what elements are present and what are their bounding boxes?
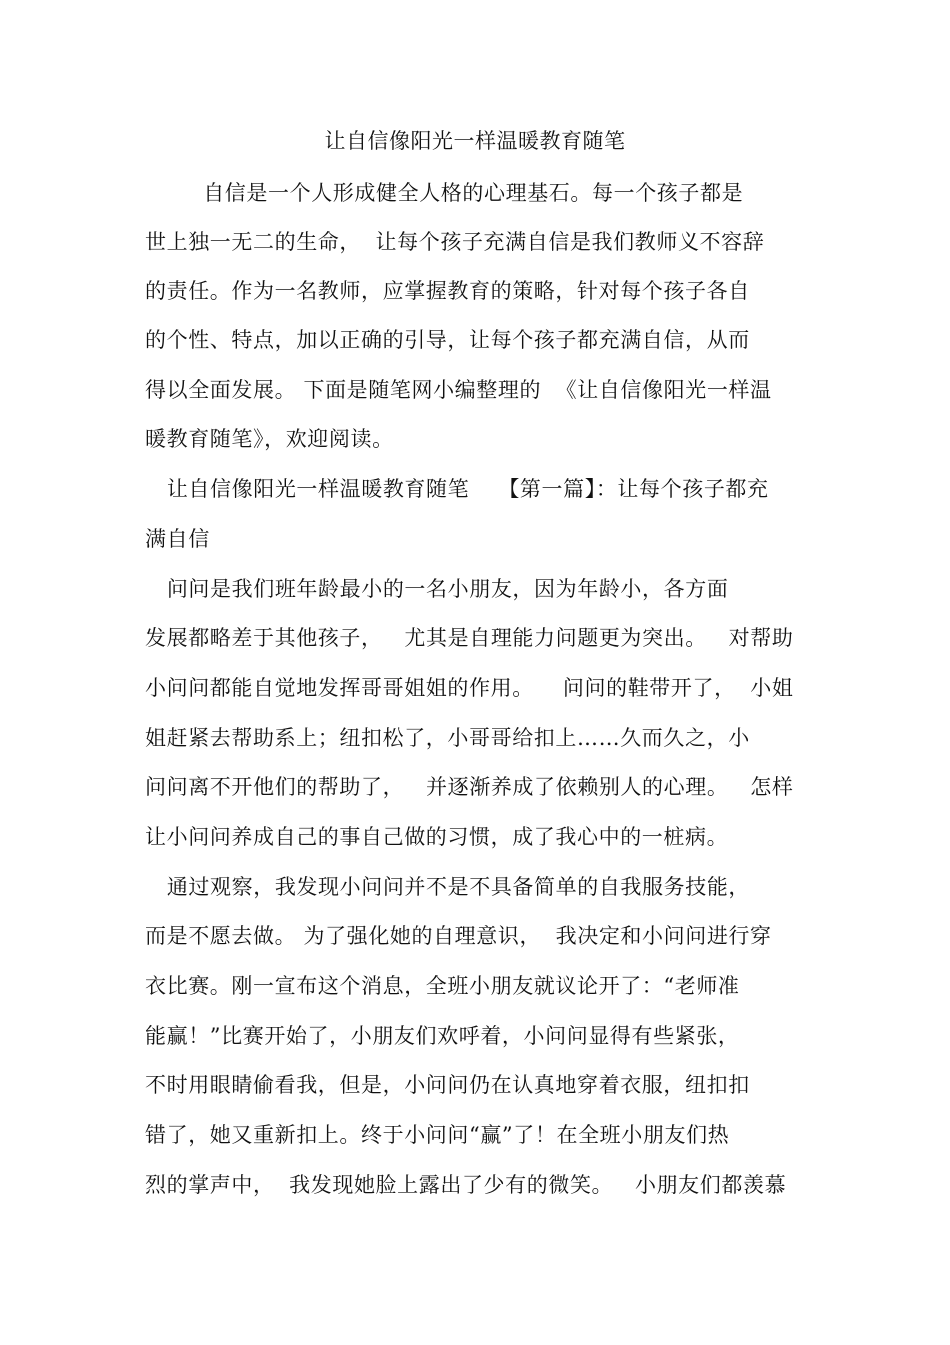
body-line: 让小问问养成自己的事自己做的习惯，成了我心中的一桩病。 [145,825,729,849]
body-line: 自信是一个人形成健全人格的心理基石。每一个孩子都是 [145,181,744,205]
section-heading-line: 满自信 [145,527,210,551]
body-line: 通过观察，我发现小问问并不是不具备简单的自我服务技能， [145,875,751,899]
body-line: 世上独一无二的生命， 让每个孩子充满自信是我们教师义不容辞 [145,230,765,254]
body-line: 不时用眼睛偷看我，但是，小问问仍在认真地穿着衣服，纽扣扣 [145,1073,750,1097]
body-line: 衣比赛。刚一宣布这个消息，全班小朋友就议论开了：“老师准 [145,974,740,998]
body-line: 而是不愿去做。 为了强化她的自理意识， 我决定和小问问进行穿 [145,924,772,948]
body-line: 暖教育随笔》，欢迎阅读。 [145,427,394,451]
section-heading-line: 让自信像阳光一样温暖教育随笔 【第一篇】：让每个孩子都充 [145,477,769,501]
body-line: 错了，她又重新扣上。终于小问问“赢”了！在全班小朋友们热 [145,1123,730,1147]
body-line: 的责任。作为一名教师，应掌握教育的策略，针对每个孩子各自 [145,279,750,303]
body-line: 的个性、特点，加以正确的引导，让每个孩子都充满自信，从而 [145,328,750,352]
body-line: 得以全面发展。 下面是随笔网小编整理的 《让自信像阳光一样温 [145,378,772,402]
body-line: 烈的掌声中， 我发现她脸上露出了少有的微笑。 小朋友们都羡慕 [145,1173,787,1197]
body-line: 能赢！”比赛开始了，小朋友们欢呼着，小问问显得有些紧张， [145,1024,740,1048]
body-line: 姐赶紧去帮助系上；纽扣松了，小哥哥给扣上……久而久之，小 [145,726,750,750]
body-line: 问问离不开他们的帮助了， 并逐渐养成了依赖别人的心理。 怎样 [145,775,794,799]
body-line: 小问问都能自觉地发挥哥哥姐姐的作用。 问问的鞋带开了， 小姐 [145,676,794,700]
body-line: 发展都略差于其他孩子， 尤其是自理能力问题更为突出。 对帮助 [145,626,794,650]
document-title: 让自信像阳光一样温暖教育随笔 [324,129,626,153]
body-line: 问问是我们班年龄最小的一名小朋友，因为年龄小，各方面 [145,577,729,601]
